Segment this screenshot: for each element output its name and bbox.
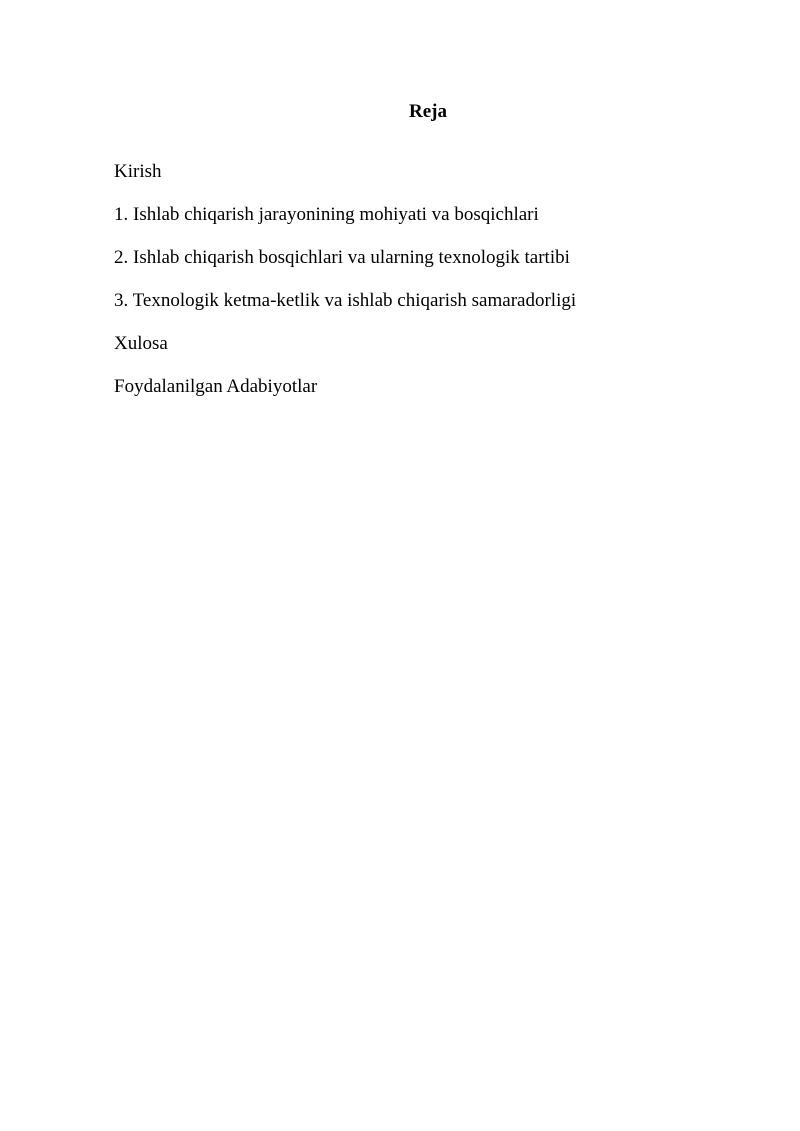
toc-item-chapter-2: 2. Ishlab chiqarish bosqichlari va ularning texnologik tartibi [114, 247, 570, 268]
toc-item-chapter-3: 3. Texnologik ketma-ketlik va ishlab chiqarish samaradorligi [114, 290, 577, 311]
toc-item-chapter-1: 1. Ishlab chiqarish jarayonining mohiyati va bosqichlari [114, 204, 539, 225]
toc-item-intro: Kirish [114, 161, 162, 182]
toc-item-references: Foydalanilgan Adabiyotlar [114, 376, 318, 397]
table-of-contents [114, 160, 576, 418]
page-title: Reja [409, 101, 447, 122]
toc-item-conclusion: Xulosa [114, 333, 168, 354]
